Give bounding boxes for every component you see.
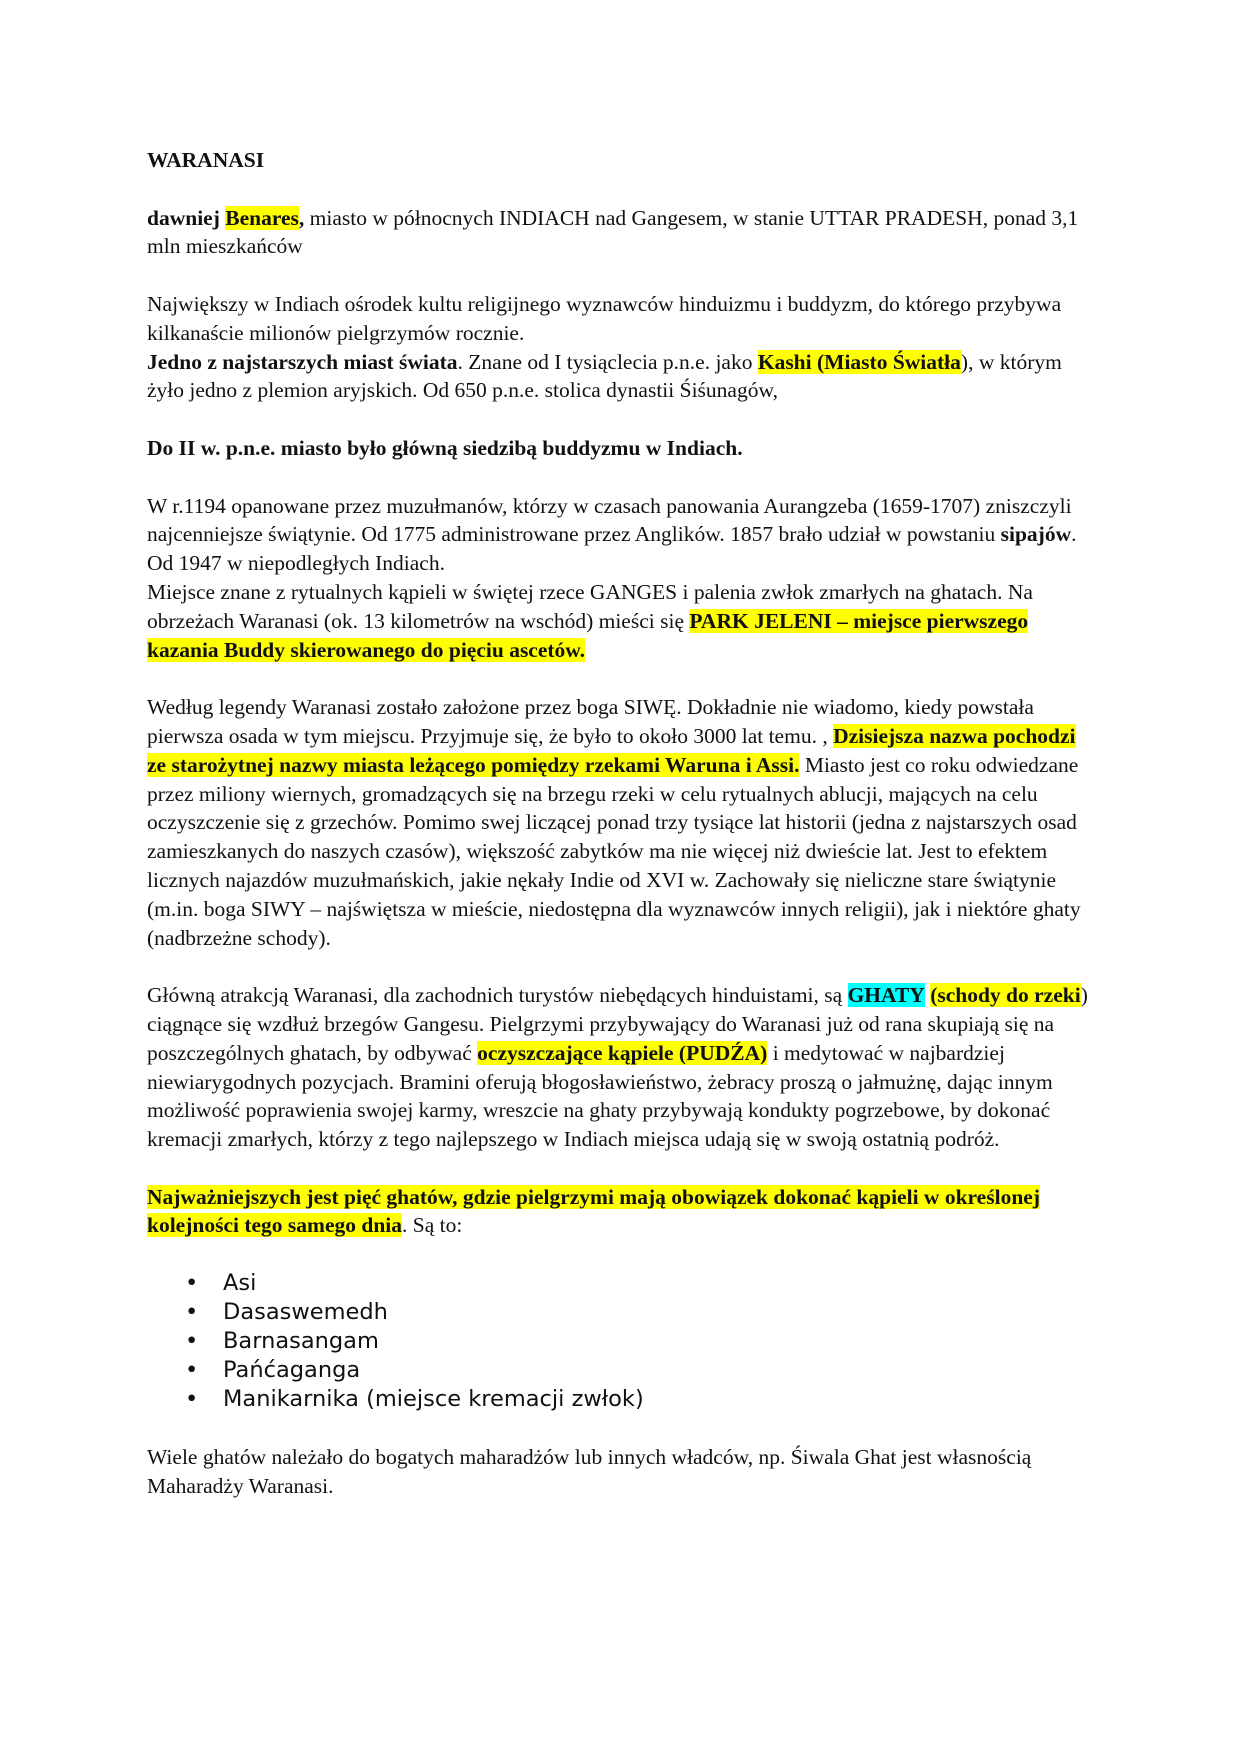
highlight-ghaty: GHATY [847, 983, 925, 1008]
paragraph-maharajas [147, 1443, 1097, 1501]
ghat-name: Asi [223, 1270, 257, 1297]
list-item [147, 1269, 1097, 1298]
highlight-kashi: Kashi (Miasto Światła [757, 349, 961, 374]
paragraph-ghats [147, 981, 1097, 1154]
history-text: W r.1194 opanowane przez muzułmanów, którzy w czasach panowania Aurangzeba (1659-1707) zniszczyli najcenniejsze świątynie. Od 1775 administrowane przez Anglików. 1857 brało udział w powstaniu [147, 493, 1072, 547]
ghat-name: Pańćaganga [223, 1357, 361, 1384]
highlight-five-ghats: Najważniejszych jest pięć ghatów, gdzie pielgrzymi mają obowiązek dokonać kąpieli w określonej kolejności tego samego dnia [147, 1184, 1040, 1238]
five-ghats-rest: . Są to: [402, 1213, 463, 1238]
ghat-name: Manikarnika (miejsce kremacji zwłok) [223, 1386, 644, 1413]
bullet-icon: • [185, 1299, 199, 1326]
oldest-city-lead: Jedno z najstarszych miast świata [147, 349, 458, 374]
paragraph-buddhism [147, 434, 1097, 463]
legend-text: Według legendy Waranasi zostało założone przez boga SIWĘ. Dokładnie nie wiadomo, kiedy powstała pierwsza osada w tym miejscu. Przyjmuje się, że było to około 3000 lat temu. , [147, 695, 1034, 748]
religion-text: Największy w Indiach ośrodek kultu religijnego wyznawców hinduizmu i buddyzm, do którego przybywa kilkanaście milionów pielgrzymów rocznie. [147, 291, 1062, 345]
highlight-name-origin: Dzisiejsza nazwa pochodzi ze starożytnej nazwy miasta leżącego pomiędzy rzekami Waruna i Assi. [147, 723, 1076, 777]
bullet-icon: • [185, 1270, 199, 1297]
ghats-text-2: ) ciągnące się wzdłuż brzegów Gangesu. Pielgrzymi przybywający do Waranasi już od rana skupiają się na poszczególnych ghatach, by odbywać [147, 983, 1088, 1065]
intro-lead: dawniej [147, 205, 220, 230]
paragraph-oldest-city [147, 348, 1097, 406]
paragraph-history [147, 492, 1097, 578]
list-item [147, 1298, 1097, 1327]
list-item [147, 1327, 1097, 1356]
ghat-name: Dasaswemedh [223, 1299, 388, 1326]
bullet-icon: • [185, 1328, 199, 1355]
paragraph-ganges [147, 578, 1097, 664]
paragraph-legend [147, 693, 1097, 952]
oldest-city-rest: ), w którym żyło jedno z plemion aryjskich. Od 650 p.n.e. stolica dynastii Śiśunagów, [147, 349, 1062, 403]
paragraph-religion [147, 290, 1097, 348]
paragraph-five-ghats [147, 1183, 1097, 1241]
intro-comma: , [298, 205, 305, 230]
list-item [147, 1385, 1097, 1414]
paragraph-intro [147, 204, 1097, 262]
bullet-icon: • [185, 1357, 199, 1384]
maharajas-text: Wiele ghatów należało do bogatych maharadżów lub innych władców, np. Śiwala Ghat jest własnością Maharadży Waranasi. [147, 1444, 1032, 1498]
intro-text: miasto w północnych INDIACH nad Gangesem, w stanie UTTAR PRADESH, ponad 3,1 mln mieszkańców [147, 205, 1079, 259]
highlight-benares: Benares [225, 205, 299, 230]
ganges-text: Miejsce znane z rytualnych kąpieli w świętej rzece GANGES i palenia zwłok zmarłych na ghatach. Na obrzeżach Waranasi (ok. 13 kilometrów na wschód) mieści się [147, 579, 1033, 633]
list-item [147, 1356, 1097, 1385]
buddhism-text: Do II w. p.n.e. miasto było główną siedzibą buddyzmu w Indiach. [147, 435, 743, 460]
history-rest: . Od 1947 w niepodległych Indiach. [147, 522, 1077, 576]
highlight-pudza: oczyszczające kąpiele (PUDŹA) [477, 1040, 768, 1065]
ghats-rest: i medytować w najbardziej niewiarygodnych pozycjach. Bramini oferują błogosławieństwo, żebracy proszą o jałmużnę, dając innym możliwość poprawienia swojej karmy, wreszcie na ghaty przybywają kondukty pogrzebowe, by dokonać kremacji zmarłych, którzy z tego najlepszego w Indiach miejsca udają się w swoją ostatnią podróż. [147, 1040, 1053, 1152]
highlight-schody: (schody do rzeki [930, 983, 1081, 1008]
history-sipajow: sipajów [1000, 522, 1072, 547]
bullet-icon: • [185, 1386, 199, 1413]
highlight-park-jeleni: PARK JELENI – miejsce pierwszego kazania Buddy skierowanego do pięciu ascetów. [147, 608, 1029, 662]
ghats-text: Główną atrakcją Waranasi, dla zachodnich turystów niebędących hinduistami, są [147, 983, 848, 1008]
oldest-city-text: . Znane od I tysiąclecia p.n.e. jako [457, 349, 758, 374]
legend-rest: Miasto jest co roku odwiedzane przez miliony wiernych, gromadzących się na brzegu rzeki w celu rytualnych ablucji, mających na celu oczyszczenie się z grzechów. Pomimo swej liczącej ponad trzy tysiące lat historii (jedna z najstarszych osad zamieszkanych do naszych czasów), większość zabytków ma nie więcej niż dwieście lat. Jest to efektem licznych najazdów muzułmańskich, jakie nękały Indie od XVI w. Zachowały się nieliczne stare świątynie (m.in. boga SIWY – najświętsza w mieście, niedostępna dla wyznawców innych religii), jak i niektóre ghaty (nadbrzeżne schody). [147, 752, 1081, 950]
document-title: WARANASI [147, 148, 265, 172]
ghat-list [147, 1269, 1097, 1414]
ghat-name: Barnasangam [223, 1328, 379, 1355]
document-body [147, 146, 1097, 1500]
